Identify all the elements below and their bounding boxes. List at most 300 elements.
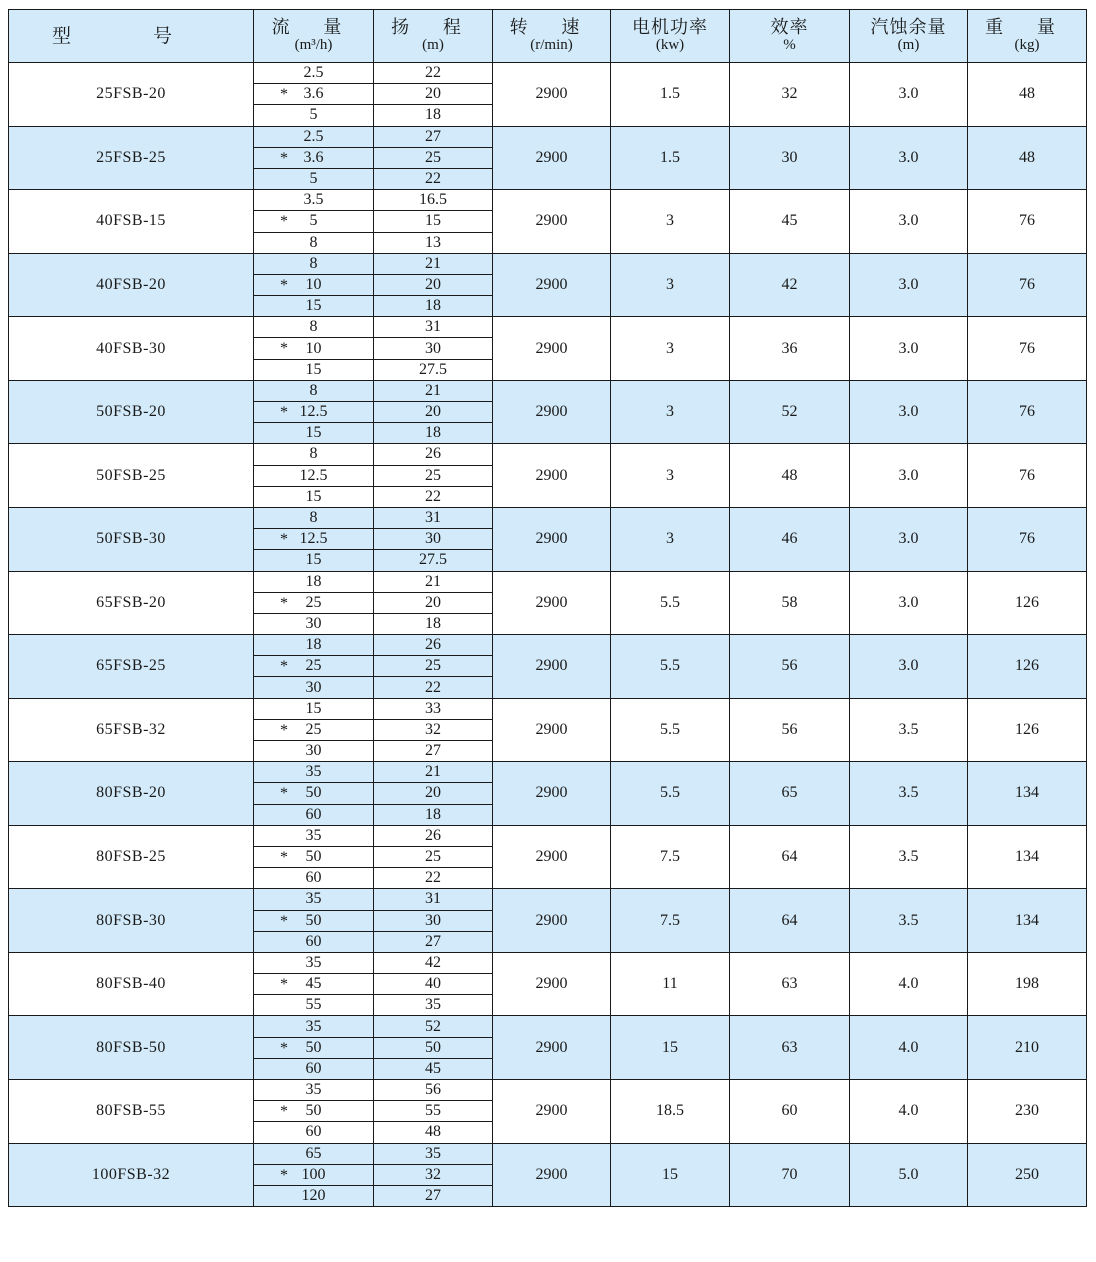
header-unit: (m) xyxy=(897,37,920,53)
speed-cell: 2900 xyxy=(493,1016,611,1080)
flow-cell xyxy=(254,380,374,401)
flow-cell xyxy=(254,63,374,84)
header-power xyxy=(611,10,730,63)
npsh-cell: 3.0 xyxy=(850,253,968,317)
header-label: 汽蚀余量 xyxy=(870,17,947,38)
flow-value: 50 xyxy=(305,848,322,866)
model-cell: 25FSB-20 xyxy=(9,63,254,127)
flow-value: 55 xyxy=(305,996,322,1014)
flow-cell xyxy=(254,253,374,274)
head-cell: 55 xyxy=(374,1101,493,1122)
power-cell: 7.5 xyxy=(611,889,730,953)
head-cell: 27 xyxy=(374,1185,493,1206)
head-cell: 20 xyxy=(374,84,493,105)
table-row xyxy=(9,952,1087,973)
flow-value: 30 xyxy=(305,678,322,696)
table-body xyxy=(9,63,1087,1207)
npsh-cell: 3.0 xyxy=(850,635,968,699)
head-cell: 21 xyxy=(374,571,493,592)
flow-cell xyxy=(254,529,374,550)
power-cell: 15 xyxy=(611,1016,730,1080)
weight-cell: 76 xyxy=(968,444,1087,508)
flow-cell xyxy=(254,846,374,867)
npsh-cell: 5.0 xyxy=(850,1143,968,1207)
npsh-cell: 3.0 xyxy=(850,507,968,571)
flow-cell xyxy=(254,211,374,232)
flow-cell xyxy=(254,1122,374,1143)
weight-cell: 76 xyxy=(968,253,1087,317)
flow-cell xyxy=(254,1037,374,1058)
speed-cell: 2900 xyxy=(493,253,611,317)
flow-value: 50 xyxy=(305,1102,322,1120)
efficiency-cell: 63 xyxy=(730,1016,850,1080)
model-cell: 40FSB-30 xyxy=(9,317,254,381)
flow-value: 8 xyxy=(309,445,318,463)
flow-cell xyxy=(254,1164,374,1185)
head-cell: 21 xyxy=(374,762,493,783)
speed-cell: 2900 xyxy=(493,63,611,127)
efficiency-cell: 48 xyxy=(730,444,850,508)
header-efficiency xyxy=(730,10,850,63)
flow-cell xyxy=(254,1016,374,1037)
flow-value: 60 xyxy=(305,805,322,823)
head-cell: 20 xyxy=(374,783,493,804)
efficiency-cell: 65 xyxy=(730,762,850,826)
model-cell: 25FSB-25 xyxy=(9,126,254,190)
flow-value: 35 xyxy=(305,1017,322,1035)
npsh-cell: 3.0 xyxy=(850,190,968,254)
speed-cell: 2900 xyxy=(493,444,611,508)
flow-value: 60 xyxy=(305,1059,322,1077)
efficiency-cell: 42 xyxy=(730,253,850,317)
speed-cell: 2900 xyxy=(493,698,611,762)
head-cell: 25 xyxy=(374,656,493,677)
flow-value: 30 xyxy=(305,614,322,632)
flow-cell xyxy=(254,465,374,486)
flow-cell xyxy=(254,698,374,719)
flow-value: 35 xyxy=(305,1081,322,1099)
table-row xyxy=(9,635,1087,656)
head-cell: 30 xyxy=(374,338,493,359)
flow-value: 10 xyxy=(305,275,322,293)
header-weight xyxy=(968,10,1087,63)
table-row xyxy=(9,253,1087,274)
header-unit: % xyxy=(783,37,796,53)
table-row xyxy=(9,571,1087,592)
speed-cell: 2900 xyxy=(493,380,611,444)
flow-value: 15 xyxy=(305,487,322,505)
head-cell: 42 xyxy=(374,952,493,973)
head-cell: 56 xyxy=(374,1080,493,1101)
flow-cell xyxy=(254,423,374,444)
table-row xyxy=(9,825,1087,846)
power-cell: 5.5 xyxy=(611,762,730,826)
flow-value: 35 xyxy=(305,826,322,844)
flow-cell xyxy=(254,783,374,804)
weight-cell: 48 xyxy=(968,126,1087,190)
flow-cell xyxy=(254,550,374,571)
flow-cell xyxy=(254,126,374,147)
flow-value: 8 xyxy=(309,509,318,527)
weight-cell: 134 xyxy=(968,825,1087,889)
flow-value: 60 xyxy=(305,1123,322,1141)
efficiency-cell: 56 xyxy=(730,698,850,762)
head-cell: 18 xyxy=(374,804,493,825)
speed-cell: 2900 xyxy=(493,1143,611,1207)
head-cell: 26 xyxy=(374,635,493,656)
flow-value: 18 xyxy=(305,636,322,654)
head-cell: 50 xyxy=(374,1037,493,1058)
flow-cell xyxy=(254,804,374,825)
head-cell: 40 xyxy=(374,974,493,995)
flow-value: 25 xyxy=(305,593,322,611)
header-model xyxy=(9,10,254,63)
flow-value: 5 xyxy=(309,170,318,188)
flow-value: 3.6 xyxy=(303,148,324,166)
flow-value: 12.5 xyxy=(299,530,328,548)
flow-cell xyxy=(254,274,374,295)
flow-value: 2.5 xyxy=(303,127,324,145)
npsh-cell: 3.0 xyxy=(850,444,968,508)
model-cell: 50FSB-20 xyxy=(9,380,254,444)
speed-cell: 2900 xyxy=(493,889,611,953)
efficiency-cell: 60 xyxy=(730,1080,850,1144)
flow-value: 25 xyxy=(305,720,322,738)
head-cell: 27 xyxy=(374,741,493,762)
flow-cell xyxy=(254,952,374,973)
head-cell: 27 xyxy=(374,126,493,147)
flow-cell xyxy=(254,147,374,168)
speed-cell: 2900 xyxy=(493,825,611,889)
header-label: 效率 xyxy=(770,17,809,38)
flow-cell xyxy=(254,868,374,889)
head-cell: 22 xyxy=(374,63,493,84)
header-flow xyxy=(254,10,374,63)
power-cell: 3 xyxy=(611,253,730,317)
efficiency-cell: 58 xyxy=(730,571,850,635)
header-label: 流 量 xyxy=(271,17,356,38)
flow-cell xyxy=(254,338,374,359)
flow-cell xyxy=(254,190,374,211)
power-cell: 3 xyxy=(611,317,730,381)
npsh-cell: 3.0 xyxy=(850,571,968,635)
head-cell: 26 xyxy=(374,825,493,846)
flow-cell xyxy=(254,168,374,189)
speed-cell: 2900 xyxy=(493,190,611,254)
efficiency-cell: 45 xyxy=(730,190,850,254)
head-cell: 18 xyxy=(374,296,493,317)
design-point-marker: * xyxy=(280,594,288,612)
efficiency-cell: 70 xyxy=(730,1143,850,1207)
head-cell: 20 xyxy=(374,274,493,295)
flow-value: 35 xyxy=(305,953,322,971)
flow-cell xyxy=(254,1080,374,1101)
head-cell: 16.5 xyxy=(374,190,493,211)
table-row xyxy=(9,126,1087,147)
design-point-marker: * xyxy=(280,721,288,739)
power-cell: 3 xyxy=(611,507,730,571)
head-cell: 31 xyxy=(374,889,493,910)
head-cell: 13 xyxy=(374,232,493,253)
power-cell: 15 xyxy=(611,1143,730,1207)
flow-value: 15 xyxy=(305,297,322,315)
head-cell: 15 xyxy=(374,211,493,232)
flow-cell xyxy=(254,719,374,740)
model-cell: 100FSB-32 xyxy=(9,1143,254,1207)
flow-value: 8 xyxy=(309,254,318,272)
speed-cell: 2900 xyxy=(493,126,611,190)
head-cell: 20 xyxy=(374,402,493,423)
flow-cell xyxy=(254,84,374,105)
flow-value: 50 xyxy=(305,1038,322,1056)
table-row xyxy=(9,1080,1087,1101)
header-label: 重 量 xyxy=(985,17,1069,38)
head-cell: 52 xyxy=(374,1016,493,1037)
table-row xyxy=(9,63,1087,84)
model-cell: 80FSB-40 xyxy=(9,952,254,1016)
weight-cell: 134 xyxy=(968,762,1087,826)
flow-cell xyxy=(254,317,374,338)
flow-cell xyxy=(254,232,374,253)
flow-cell xyxy=(254,931,374,952)
head-cell: 20 xyxy=(374,592,493,613)
flow-cell xyxy=(254,741,374,762)
table-row xyxy=(9,507,1087,528)
head-cell: 22 xyxy=(374,677,493,698)
flow-value: 3.5 xyxy=(303,191,324,209)
head-cell: 25 xyxy=(374,465,493,486)
flow-cell xyxy=(254,359,374,380)
power-cell: 3 xyxy=(611,190,730,254)
table-row xyxy=(9,698,1087,719)
flow-value: 120 xyxy=(301,1187,326,1205)
design-point-marker: * xyxy=(280,276,288,294)
design-point-marker: * xyxy=(280,1103,288,1121)
pump-spec-table xyxy=(8,9,1087,1207)
header-label: 电机功率 xyxy=(632,17,708,38)
flow-cell xyxy=(254,1143,374,1164)
efficiency-cell: 64 xyxy=(730,889,850,953)
speed-cell: 2900 xyxy=(493,571,611,635)
speed-cell: 2900 xyxy=(493,1080,611,1144)
power-cell: 3 xyxy=(611,444,730,508)
flow-value: 10 xyxy=(305,339,322,357)
npsh-cell: 3.0 xyxy=(850,317,968,381)
design-point-marker: * xyxy=(280,1166,288,1184)
weight-cell: 134 xyxy=(968,889,1087,953)
design-point-marker: * xyxy=(280,340,288,358)
table-row xyxy=(9,1143,1087,1164)
weight-cell: 198 xyxy=(968,952,1087,1016)
flow-cell xyxy=(254,825,374,846)
head-cell: 27.5 xyxy=(374,550,493,571)
model-cell: 80FSB-55 xyxy=(9,1080,254,1144)
design-point-marker: * xyxy=(280,848,288,866)
flow-cell xyxy=(254,571,374,592)
npsh-cell: 4.0 xyxy=(850,1016,968,1080)
efficiency-cell: 56 xyxy=(730,635,850,699)
design-point-marker: * xyxy=(280,976,288,994)
design-point-marker: * xyxy=(280,912,288,930)
flow-value: 5 xyxy=(309,106,318,124)
head-cell: 21 xyxy=(374,253,493,274)
head-cell: 30 xyxy=(374,529,493,550)
head-cell: 35 xyxy=(374,995,493,1016)
npsh-cell: 3.5 xyxy=(850,825,968,889)
flow-cell xyxy=(254,889,374,910)
efficiency-cell: 64 xyxy=(730,825,850,889)
npsh-cell: 4.0 xyxy=(850,952,968,1016)
power-cell: 5.5 xyxy=(611,698,730,762)
table-row xyxy=(9,380,1087,401)
flow-value: 60 xyxy=(305,869,322,887)
model-cell: 65FSB-32 xyxy=(9,698,254,762)
weight-cell: 250 xyxy=(968,1143,1087,1207)
head-cell: 32 xyxy=(374,719,493,740)
flow-value: 8 xyxy=(309,318,318,336)
flow-value: 35 xyxy=(305,890,322,908)
table-row xyxy=(9,190,1087,211)
weight-cell: 76 xyxy=(968,190,1087,254)
design-point-marker: * xyxy=(280,149,288,167)
efficiency-cell: 63 xyxy=(730,952,850,1016)
speed-cell: 2900 xyxy=(493,762,611,826)
header-speed xyxy=(493,10,611,63)
flow-cell xyxy=(254,105,374,126)
header-label: 扬 程 xyxy=(391,17,475,38)
flow-cell xyxy=(254,444,374,465)
head-cell: 45 xyxy=(374,1058,493,1079)
model-cell: 40FSB-15 xyxy=(9,190,254,254)
head-cell: 48 xyxy=(374,1122,493,1143)
npsh-cell: 3.0 xyxy=(850,63,968,127)
npsh-cell: 4.0 xyxy=(850,1080,968,1144)
power-cell: 1.5 xyxy=(611,63,730,127)
npsh-cell: 3.5 xyxy=(850,889,968,953)
flow-cell xyxy=(254,507,374,528)
head-cell: 22 xyxy=(374,168,493,189)
flow-cell xyxy=(254,656,374,677)
header-label: 转 速 xyxy=(509,17,594,38)
power-cell: 1.5 xyxy=(611,126,730,190)
flow-value: 12.5 xyxy=(299,466,328,484)
power-cell: 7.5 xyxy=(611,825,730,889)
model-cell: 80FSB-25 xyxy=(9,825,254,889)
flow-cell xyxy=(254,402,374,423)
model-cell: 65FSB-25 xyxy=(9,635,254,699)
power-cell: 5.5 xyxy=(611,571,730,635)
flow-value: 3.6 xyxy=(303,85,324,103)
design-point-marker: * xyxy=(280,1039,288,1057)
head-cell: 31 xyxy=(374,317,493,338)
speed-cell: 2900 xyxy=(493,507,611,571)
speed-cell: 2900 xyxy=(493,317,611,381)
design-point-marker: * xyxy=(280,404,288,421)
weight-cell: 76 xyxy=(968,317,1087,381)
flow-value: 8 xyxy=(309,381,318,399)
model-cell: 50FSB-30 xyxy=(9,507,254,571)
flow-value: 12.5 xyxy=(299,403,328,421)
table-row xyxy=(9,762,1087,783)
weight-cell: 76 xyxy=(968,380,1087,444)
table-row xyxy=(9,1016,1087,1037)
flow-value: 60 xyxy=(305,932,322,950)
design-point-marker: * xyxy=(280,86,288,104)
header-unit: (m) xyxy=(422,37,444,53)
header-head xyxy=(374,10,493,63)
model-cell: 40FSB-20 xyxy=(9,253,254,317)
weight-cell: 126 xyxy=(968,698,1087,762)
flow-value: 15 xyxy=(305,360,322,378)
header-npsh xyxy=(850,10,968,63)
weight-cell: 126 xyxy=(968,571,1087,635)
flow-value: 15 xyxy=(305,424,322,442)
head-cell: 18 xyxy=(374,613,493,634)
header-unit: (kw) xyxy=(655,37,685,53)
header-unit: (m³/h) xyxy=(294,37,333,53)
weight-cell: 210 xyxy=(968,1016,1087,1080)
design-point-marker: * xyxy=(280,213,288,231)
flow-cell xyxy=(254,592,374,613)
design-point-marker: * xyxy=(280,531,288,549)
flow-value: 15 xyxy=(305,551,322,569)
head-cell: 21 xyxy=(374,380,493,401)
flow-cell xyxy=(254,910,374,931)
efficiency-cell: 46 xyxy=(730,507,850,571)
npsh-cell: 3.5 xyxy=(850,762,968,826)
flow-cell xyxy=(254,635,374,656)
table-row xyxy=(9,444,1087,465)
head-cell: 27 xyxy=(374,931,493,952)
head-cell: 18 xyxy=(374,105,493,126)
power-cell: 18.5 xyxy=(611,1080,730,1144)
flow-value: 50 xyxy=(305,911,322,929)
flow-value: 5 xyxy=(309,212,318,230)
flow-value: 15 xyxy=(305,699,322,717)
efficiency-cell: 52 xyxy=(730,380,850,444)
flow-value: 50 xyxy=(305,784,322,802)
design-point-marker: * xyxy=(280,658,288,676)
flow-cell xyxy=(254,762,374,783)
header-unit: (kg) xyxy=(1014,37,1040,53)
head-cell: 25 xyxy=(374,147,493,168)
model-cell: 80FSB-20 xyxy=(9,762,254,826)
efficiency-cell: 36 xyxy=(730,317,850,381)
npsh-cell: 3.5 xyxy=(850,698,968,762)
model-cell: 50FSB-25 xyxy=(9,444,254,508)
flow-cell xyxy=(254,1101,374,1122)
weight-cell: 76 xyxy=(968,507,1087,571)
npsh-cell: 3.0 xyxy=(850,380,968,444)
flow-value: 65 xyxy=(305,1144,322,1162)
speed-cell: 2900 xyxy=(493,635,611,699)
power-cell: 5.5 xyxy=(611,635,730,699)
flow-cell xyxy=(254,486,374,507)
flow-value: 8 xyxy=(309,233,318,251)
flow-cell xyxy=(254,613,374,634)
header-label: 型 号 xyxy=(51,24,211,47)
header-row xyxy=(9,10,1087,63)
head-cell: 35 xyxy=(374,1143,493,1164)
efficiency-cell: 30 xyxy=(730,126,850,190)
flow-cell xyxy=(254,677,374,698)
head-cell: 31 xyxy=(374,507,493,528)
flow-value: 35 xyxy=(305,763,322,781)
power-cell: 3 xyxy=(611,380,730,444)
head-cell: 25 xyxy=(374,846,493,867)
flow-cell xyxy=(254,995,374,1016)
flow-cell xyxy=(254,1185,374,1206)
